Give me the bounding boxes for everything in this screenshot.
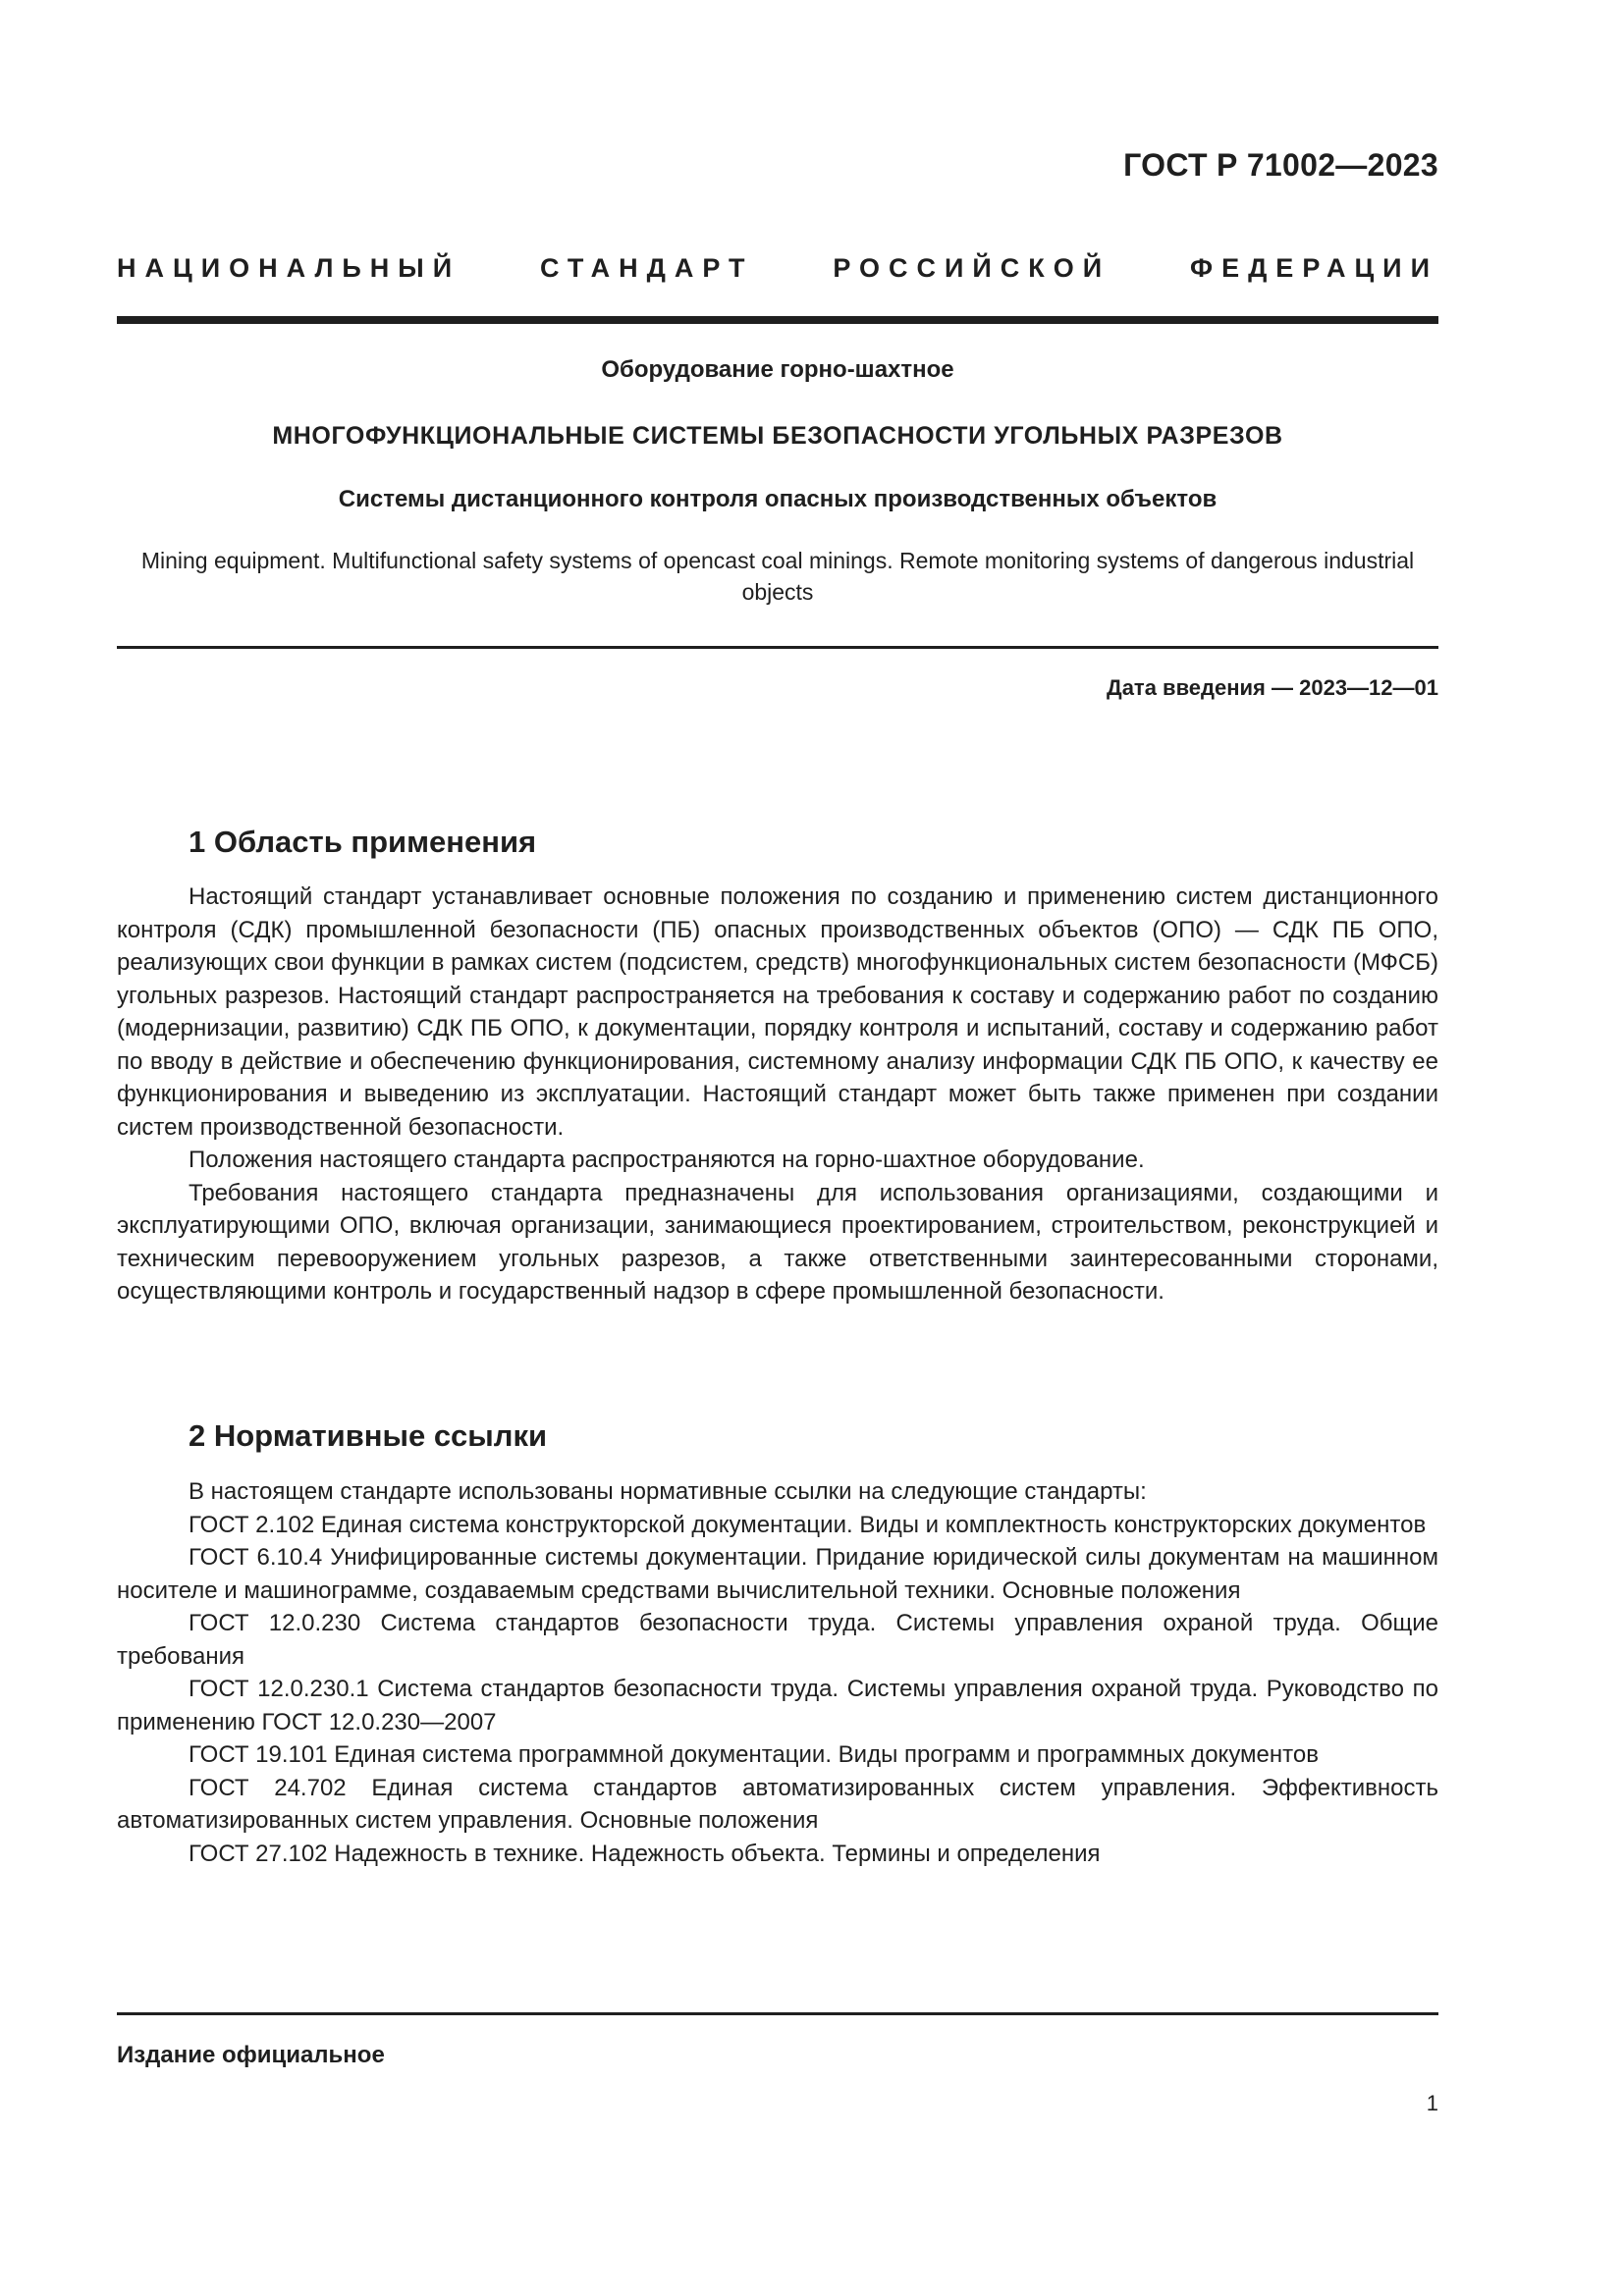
reference-item: ГОСТ 19.101 Единая система программной документации. Виды программ и программных документов	[189, 1741, 1319, 1768]
section-1-heading: 1 Область применения	[189, 825, 537, 859]
paragraph: Положения настоящего стандарта распространяются на горно-шахтное оборудование.	[189, 1147, 1145, 1173]
reference-item: ГОСТ 12.0.230.1 Система стандартов безопасности труда. Системы управления охраной труда. Руководство по применению ГОСТ 12.0.230—2007	[117, 1676, 1438, 1735]
reference-item: ГОСТ 24.702 Единая система стандартов автоматизированных систем управления. Эффективность автоматизированных систем управления. Основные положения	[117, 1774, 1438, 1834]
reference-item: ГОСТ 6.10.4 Унифицированные системы документации. Придание юридической силы документам на машинном носителе и машинограмме, создаваемым средствами вычислительной техники. Основные положения	[117, 1544, 1438, 1604]
paragraph: Требования настоящего стандарта предназначены для использования организациями, создающими и эксплуатирующими ОПО, включая организации, занимающиеся проектированием, строительством, реконструкцией и техническим перевооружением угольных разрезов, а также ответственными заинтересованными сторонами, осуществляющими контроль и государственный надзор в сфере промышленной безопасности.	[117, 1179, 1438, 1305]
section-1-body	[117, 881, 1438, 1308]
section-2-body	[117, 1475, 1438, 1870]
header-divider	[117, 316, 1438, 324]
reference-item: ГОСТ 12.0.230 Система стандартов безопасности труда. Системы управления охраной труда. Общие требования	[117, 1610, 1438, 1670]
official-edition-label: Издание официальное	[117, 2042, 385, 2068]
national-standard-title: НАЦИОНАЛЬНЫЙ СТАНДАРТ РОССИЙСКОЙ ФЕДЕРАЦИИ	[117, 253, 1438, 283]
reference-item: ГОСТ 2.102 Единая система конструкторской документации. Виды и комплектность конструкторских документов	[189, 1511, 1427, 1538]
page-number: 1	[1426, 2091, 1438, 2115]
gost-number: ГОСТ Р 71002—2023	[1123, 147, 1438, 183]
paragraph: В настоящем стандарте использованы нормативные ссылки на следующие стандарты:	[189, 1478, 1147, 1505]
intro-date: Дата введения — 2023—12—01	[1107, 675, 1438, 700]
footer-divider	[117, 2012, 1438, 2015]
english-title: Mining equipment. Multifunctional safety systems of opencast coal minings. Remote monitoring systems of dangerous industrial objects	[140, 548, 1415, 605]
section-2-heading: 2 Нормативные ссылки	[189, 1418, 548, 1453]
reference-item: ГОСТ 27.102 Надежность в технике. Надежность объекта. Термины и определения	[189, 1840, 1101, 1867]
subject-line: Оборудование горно-шахтное	[601, 356, 954, 383]
title-divider	[117, 646, 1438, 649]
subtitle: Системы дистанционного контроля опасных производственных объектов	[338, 486, 1218, 512]
main-title: МНОГОФУНКЦИОНАЛЬНЫЕ СИСТЕМЫ БЕЗОПАСНОСТИ УГОЛЬНЫХ РАЗРЕЗОВ	[272, 422, 1283, 450]
document-page	[117, 0, 1438, 2296]
paragraph: Настоящий стандарт устанавливает основные положения по созданию и применению систем дистанционного контроля (СДК) промышленной безопасности (ПБ) опасных производственных объектов (ОПО) — СДК ПБ ОПО, реализующих свои функции в рамках систем (подсистем, средств) многофункциональных систем безопасности (МФСБ) угольных разрезов. Настоящий стандарт распространяется на требования к составу и содержанию работ по созданию (модернизации, развитию) СДК ПБ ОПО, к документации, порядку контроля и испытаний, составу и содержанию работ по вводу в действие и обеспечению функционирования, системному анализу информации СДК ПБ ОПО, к качеству ее функционирования и выведению из эксплуатации. Настоящий стандарт может быть также применен при создании систем производственной безопасности.	[117, 883, 1438, 1141]
